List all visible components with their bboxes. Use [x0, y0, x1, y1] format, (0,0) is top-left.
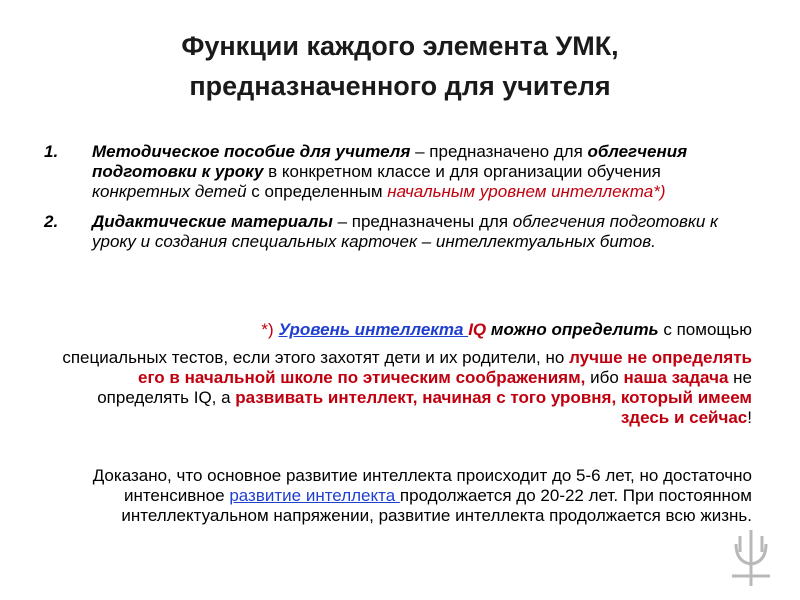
intelligence-level-link[interactable]: Уровень интеллекта — [278, 320, 469, 339]
footnote-text: ибо — [585, 368, 624, 387]
intelligence-development-link[interactable]: развитие интеллекта — [229, 486, 400, 505]
item-heading: Методическое пособие для учителя — [92, 142, 411, 161]
item-text: – предназначены для — [332, 212, 513, 231]
footnote-text: с помощью — [658, 320, 752, 339]
proof-text: продолжается до 20-22 лет. При постоянном интеллектуальном напряжении, развитие интеллекта продолжается всю жизнь. — [121, 486, 752, 525]
footnote-red: лучше не определять его в начальной школе по этическим соображениям, — [138, 348, 752, 387]
item-emphasis: конкретных детей — [92, 182, 247, 201]
footnote — [60, 320, 752, 428]
item-emphasis: облегчения подготовки к уроку и создания специальных карточек – интеллектуальных битов. — [92, 212, 719, 251]
footnote-body — [60, 348, 752, 428]
list-item — [44, 212, 734, 252]
item-heading: Дидактические материалы — [92, 212, 333, 231]
item-text: в конкретном классе и для организации обучения — [263, 162, 661, 181]
title-line-1: Функции каждого элемента УМК, — [181, 31, 619, 61]
list-number: 2. — [44, 212, 59, 231]
slide-title — [60, 26, 740, 106]
logo-icon — [728, 526, 774, 590]
footnote-end: ! — [747, 408, 752, 427]
item-text: с определенным — [246, 182, 388, 201]
title-line-2: предназначенного для учителя — [189, 71, 611, 101]
footnote-emphasis: можно определить — [486, 320, 659, 339]
footnote-text: специальных тестов, если этого захотят дети и их родители, но — [62, 348, 570, 367]
item-red-emphasis: начальным уровнем интеллекта*) — [387, 182, 666, 201]
footnote-text: не определять IQ, а — [97, 368, 752, 407]
item-text: – предназначено для — [410, 142, 588, 161]
list-item — [44, 142, 734, 202]
proof-text: Доказано, что основное развитие интеллекта происходит до 5-6 лет, но достаточно интенсивное — [92, 466, 752, 505]
list-number: 1. — [44, 142, 59, 161]
item-emphasis: облегчения подготовки к уроку — [92, 142, 688, 181]
functions-list — [44, 142, 734, 262]
proof-paragraph — [60, 466, 752, 526]
footnote-red: развивать интеллект, начиная с того уровня, который имеем здесь и сейчас — [235, 388, 752, 427]
iq-label: IQ — [468, 320, 487, 339]
footnote-star: *) — [261, 320, 274, 339]
footnote-red: наша задача — [623, 368, 729, 387]
footnote-first-line — [60, 320, 752, 340]
